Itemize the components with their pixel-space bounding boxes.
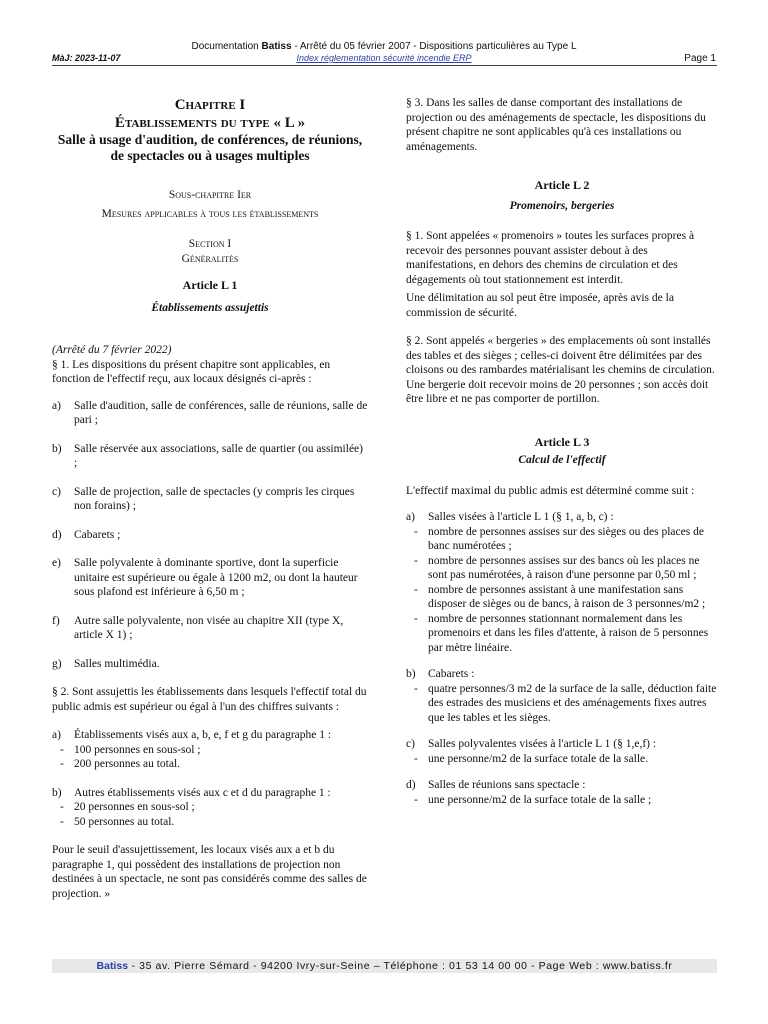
page-footer — [52, 959, 717, 973]
list-item: c) Salle de projection, salle de spectacles (y compris les cirques non forains) ; — [52, 485, 355, 512]
paragraph-2-intro: § 2. Sont assujettis les établissements dans lesquels l'effectif total du public admis est supérieur ou égal à l'un des chiffres suivants : — [52, 686, 367, 713]
footer-text: - 35 av. Pierre Sémard - 94200 Ivry-sur-Seine – Téléphone : 01 53 14 00 00 - Page Web : www.batiss.fr — [128, 960, 673, 972]
establishment-list — [52, 399, 368, 672]
dash-item: - nombre de personnes assises sur des sièges ou des places de banc numérotées ; — [414, 525, 704, 552]
list-item: b) Cabarets : — [406, 668, 475, 680]
article-l2-subtitle: Promenoirs, bergeries — [509, 199, 615, 212]
header-brand: Batiss — [261, 41, 292, 52]
index-link[interactable]: Index réglementation sécurité incendie ERP — [296, 53, 472, 63]
article-l2-p2: § 2. Sont appelés « bergeries » des emplacements où sont installés des tables et des sièges ; celles-ci doivent être délimitées par des cloisons ou des rambardes matérialisant les chemins de circulation. Une bergerie doit recevoir moins de 20 personnes ; son accès doit être libre et ne pas comporter de portillon. — [406, 335, 715, 405]
doc-rest: - Arrêté du 05 février 2007 - Dispositions particulières au Type L — [291, 41, 577, 52]
dash-item: - 200 personnes au total. — [60, 758, 181, 770]
dash-item: - nombre de personnes assistant à une manifestation sans disposer de sièges ou de bancs, à raison de 3 personnes/m2 ; — [414, 583, 706, 610]
article-l2-p1b: Une délimitation au sol peut être imposée, après avis de la commission de sécurité. — [406, 292, 674, 319]
dash-item: - une personne/m2 de la surface totale de la salle ; — [414, 793, 652, 806]
dash-item: - nombre de personnes stationnant normalement dans les promenoirs et dans les files d'attente, à raison de 5 personnes par mètre linéaire. — [414, 612, 709, 654]
list-item: g) Salles multimédia. — [52, 657, 160, 670]
dash-item: - nombre de personnes assises sur des bancs où les places ne sont pas numérotées, à raison d'une personne par 0,50 ml ; — [414, 554, 700, 581]
dash-item: - une personne/m2 de la surface totale de la salle. — [414, 752, 649, 765]
page-header — [0, 41, 768, 71]
article-l1-title: Article L 1 — [182, 278, 238, 292]
list-item: d) Cabarets ; — [52, 528, 121, 541]
right-column — [406, 96, 718, 807]
doc-prefix: Documentation — [191, 41, 262, 52]
chapter-label: Chapitre I — [174, 97, 246, 113]
subchapter-title: Mesures applicables à tous les établissements — [101, 207, 319, 220]
article-l3-title: Article L 3 — [534, 434, 590, 449]
list-item: c) Salles polyvalentes visées à l'article L 1 (§ 1,e,f) : — [406, 738, 657, 750]
section-title: Généralités — [181, 252, 239, 265]
dash-item: - 20 personnes en sous-sol ; — [60, 801, 195, 813]
update-date: MàJ: 2023-11-07 — [52, 53, 121, 63]
arrete-date: (Arrêté du 7 février 2022) — [52, 344, 172, 356]
article-l2-title: Article L 2 — [534, 178, 590, 192]
list-item: a) Salle d'audition, salle de conférences, salle de réunions, salle de pari ; — [52, 399, 368, 426]
document-title — [0, 41, 768, 52]
page-number: Page 1 — [684, 53, 716, 64]
footer-brand: Batiss — [96, 960, 129, 972]
list-item: d) Salles de réunions sans spectacle : — [406, 779, 586, 791]
paragraph-3: § 3. Dans les salles de danse comportant des installations de projection ou des aménagements de spectacle, les dispositions du présent chapitre ne sont applicables qu'à ces installations ou aménagements. — [406, 97, 706, 153]
paragraph-2-end: Pour le seuil d'assujettissement, les locaux visés aux a et b du paragraphe 1, qui possèdent des installations de projection non destinées à un spectacle, ne sont pas considérés comme des salles de projection. » — [52, 844, 367, 900]
list-item: b) Autres établissements visés aux c et d du paragraphe 1 : — [52, 786, 331, 799]
dash-item: - 50 personnes au total. — [60, 815, 175, 828]
article-l3-intro: L'effectif maximal du public admis est déterminé comme suit : — [406, 484, 695, 497]
article-l1-subtitle: Établissements assujettis — [151, 301, 269, 314]
list-item: e) Salle polyvalente à dominante sportive, dont la superficie unitaire est supérieure ou égale à 1200 m2, ou dont la hauteur sous plafond est inférieure à 6,50 m ; — [52, 557, 358, 598]
chapter-title: Établissements du type « L » — [114, 115, 306, 131]
list-item: a) Salles visées à l'article L 1 (§ 1, a, b, c) : — [406, 511, 614, 523]
list-item: f) Autre salle polyvalente, non visée au chapitre XII (type X, article X 1) ; — [52, 614, 344, 641]
header-rule — [52, 65, 717, 66]
article-l2-p1: § 1. Sont appelées « promenoirs » toutes les surfaces propres à recevoir des personnes pouvant assister debout à des manifestations, en dehors des chemins de circulation et des dégagements où tout stationnement est interdit. — [406, 230, 695, 286]
list-item: a) Établissements visés aux a, b, e, f et g du paragraphe 1 : — [52, 729, 332, 741]
paragraph-1-intro: § 1. Les dispositions du présent chapitre sont applicables, en fonction de l'effectif reçu, aux locaux désignés ci-après : — [52, 358, 331, 385]
dash-item: - quatre personnes/3 m2 de la surface de la salle, déduction faite des estrades des musiciens et des aménagements fixes autres que les tables et les sièges. — [414, 682, 717, 724]
list-item: b) Salle réservée aux associations, salle de quartier (ou assimilée) ; — [52, 442, 363, 469]
article-l3-subtitle: Calcul de l'effectif — [518, 454, 606, 466]
left-column — [52, 96, 368, 901]
section-label: Section I — [188, 238, 232, 250]
chapter-subtitle: Salle à usage d'audition, de conférences, de réunions, de spectacles ou à usages multiples — [57, 132, 363, 163]
subchapter-label: Sous-chapitre Ier — [168, 189, 252, 201]
dash-item: - 100 personnes en sous-sol ; — [60, 743, 201, 756]
